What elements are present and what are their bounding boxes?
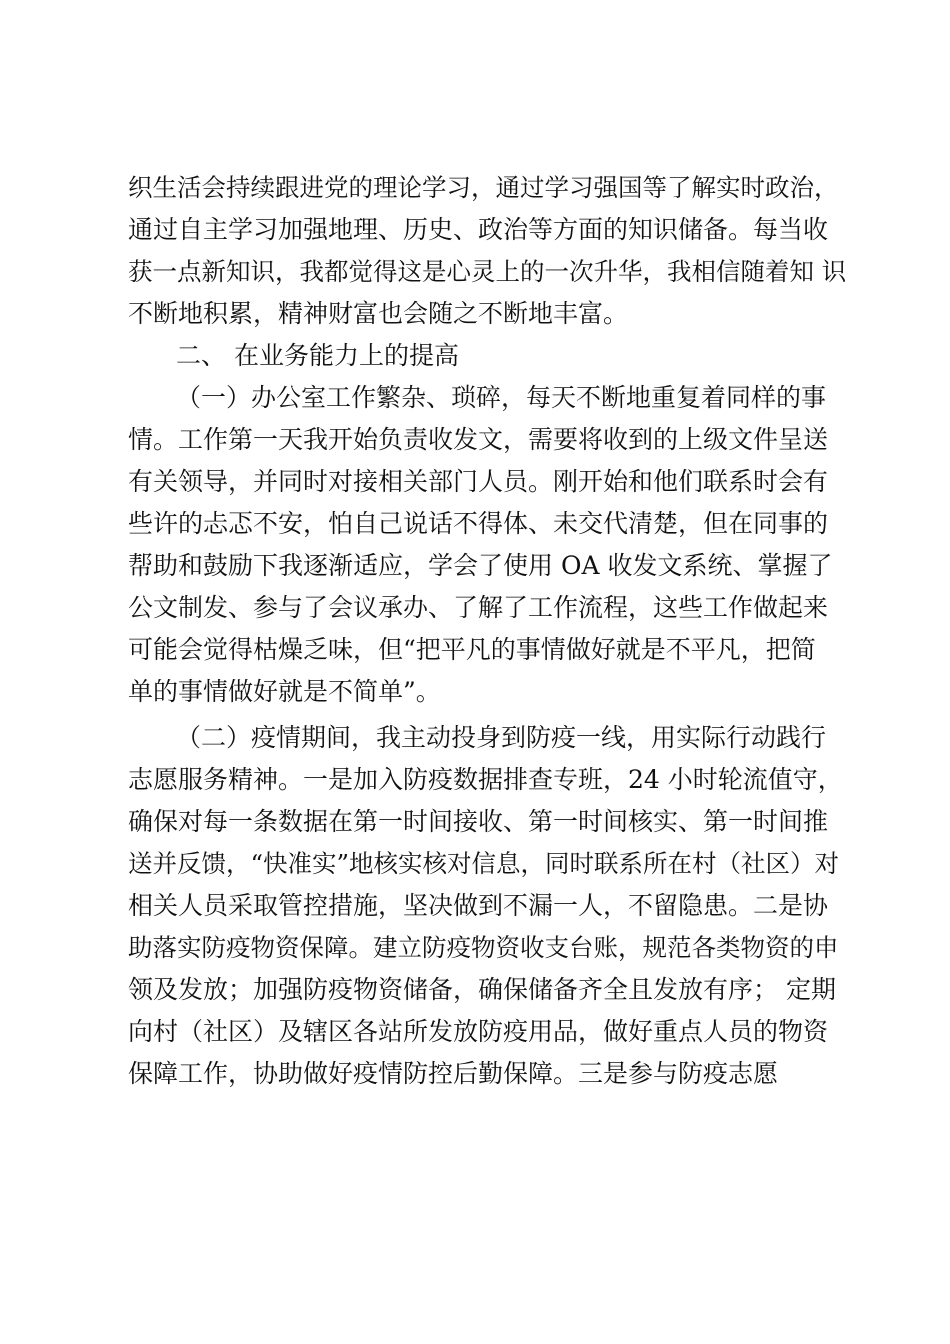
text-line: 志愿服务精神。一是加入防疫数据排查专班，24 小时轮流值守，: [128, 765, 843, 794]
section-heading: 二、 在业务能力上的提高: [176, 341, 459, 370]
text-line: 不断地积累，精神财富也会随之不断地丰富。: [128, 299, 629, 328]
text-line: 帮助和鼓励下我逐渐适应，学会了使用 OA 收发文系统、掌握了: [128, 551, 833, 580]
text-line: 织生活会持续跟进党的理论学习，通过学习强国等了解实时政治，: [128, 173, 839, 202]
text-line: 公文制发、参与了会议承办、了解了工作流程，这些工作做起来: [128, 593, 829, 622]
text-line: 领及发放；加强防疫物资储备，确保储备齐全且发放有序； 定期: [128, 975, 836, 1004]
text-line: 助落实防疫物资保障。建立防疫物资收支台账，规范各类物资的申: [128, 933, 839, 962]
text-line: 单的事情做好就是不简单”。: [128, 677, 441, 706]
text-line: 获一点新知识，我都觉得这是心灵上的一次升华，我相信随着知 识: [128, 257, 847, 286]
text-line: 向村（社区）及辖区各站所发放防疫用品，做好重点人员的物资: [128, 1017, 829, 1046]
text-line: （二）疫情期间，我主动投身到防疫一线，用实际行动践行: [176, 723, 827, 752]
text-line: 送并反馈，“快准实”地核实核对信息，同时联系所在村（社区）对: [128, 849, 840, 878]
text-line: 情。工作第一天我开始负责收发文，需要将收到的上级文件呈送: [128, 425, 829, 454]
text-line: 通过自主学习加强地理、历史、政治等方面的知识储备。每当收: [128, 215, 829, 244]
text-line: 些许的忐忑不安，怕自己说话不得体、未交代清楚，但在同事的: [128, 509, 829, 538]
text-line: 确保对每一条数据在第一时间接收、第一时间核实、第一时间推: [128, 807, 829, 836]
text-line: 有关领导，并同时对接相关部门人员。刚开始和他们联系时会有: [128, 467, 829, 496]
text-line: （一）办公室工作繁杂、琐碎，每天不断地重复着同样的事: [176, 383, 827, 412]
text-line: 相关人员采取管控措施，坚决做到不漏一人，不留隐患。二是协: [128, 891, 829, 920]
text-line: 可能会觉得枯燥乏味，但“把平凡的事情做好就是不平凡，把简: [128, 635, 816, 664]
text-line: 保障工作，协助做好疫情防控后勤保障。三是参与防疫志愿: [128, 1059, 779, 1088]
